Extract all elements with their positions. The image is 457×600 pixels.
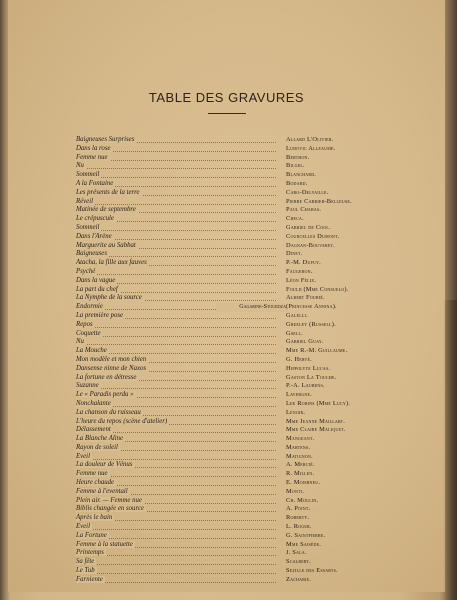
list-item <box>76 277 416 286</box>
list-item <box>76 374 416 383</box>
leader-dots <box>78 567 276 574</box>
engraving-title: Eveil <box>76 523 90 531</box>
list-item <box>76 541 416 550</box>
artist-name: Lenoir. <box>286 408 306 416</box>
engraving-title: Suzanne <box>76 382 99 390</box>
list-item <box>76 338 416 347</box>
list-item <box>76 330 416 339</box>
artist-name: Paul Chabas. <box>286 206 322 214</box>
engraving-title: Nu <box>76 162 84 170</box>
list-item <box>76 453 416 462</box>
artist-name: Lee Robins (Mme Lucy). <box>286 399 351 407</box>
artist-name: Bodard. <box>286 179 308 187</box>
artist-surname: Gagarine-Stourdza <box>216 303 286 312</box>
artist-name: E. Moisbneu. <box>286 479 321 487</box>
list-item <box>76 347 416 356</box>
artist-name: (Princesse Annina). <box>286 303 337 311</box>
list-item <box>76 321 416 330</box>
list-item <box>76 532 416 541</box>
list-item <box>76 523 416 532</box>
artist-name: Monti. <box>286 487 305 495</box>
artist-name: Gabriel Guay. <box>286 338 324 346</box>
artist-name: Gsell. <box>286 329 303 337</box>
engraving-title: Sommeil <box>76 171 100 179</box>
book-page <box>8 0 445 592</box>
artist-name: Dinet. <box>286 250 303 258</box>
list-item <box>76 224 416 233</box>
engraving-title: Femme à la statuette <box>76 540 133 548</box>
list-item <box>76 497 416 506</box>
engraving-title: Sommeil <box>76 223 100 231</box>
leader-dots <box>78 549 276 556</box>
engraving-title: A la Fontaine <box>76 179 114 187</box>
leader-dots <box>78 330 276 337</box>
engraving-title: Farniente <box>76 575 103 583</box>
title-underline <box>208 113 246 114</box>
engraving-title: La chanson du ruisseau <box>76 408 141 416</box>
list-item <box>76 242 416 251</box>
artist-name: J. Sala. <box>286 549 307 557</box>
list-item <box>76 461 416 470</box>
artist-name: A. Mercié. <box>286 461 315 469</box>
artist-name: P.-M. Dupuy. <box>286 259 321 267</box>
engraving-title: Les présents de la terre <box>76 188 140 196</box>
artist-name: Léon Félix. <box>286 276 317 284</box>
artist-name: Zacharie. <box>286 575 312 583</box>
list-item <box>76 356 416 365</box>
list-item <box>76 303 416 312</box>
artist-name: Roberty. <box>286 514 310 522</box>
artist-name: Pierre Carrier-Belleuse. <box>286 197 352 205</box>
list-item <box>76 286 416 295</box>
list-item <box>76 215 416 224</box>
engraving-title: Coquette <box>76 329 101 337</box>
list-item <box>76 180 416 189</box>
engraving-title: Le crépuscule <box>76 215 114 223</box>
engraving-title: Femme nue <box>76 153 108 161</box>
engraving-title: Le Tub <box>76 567 95 575</box>
leader-dots <box>78 453 276 460</box>
list-item <box>76 268 416 277</box>
engraving-title: Délassement <box>76 426 111 434</box>
artist-name: Sezille des Essarts. <box>286 567 338 575</box>
artist-name: Ch. Moulin. <box>286 496 319 504</box>
list-item <box>76 171 416 180</box>
leader-dots <box>78 171 276 178</box>
list-item <box>76 294 416 303</box>
list-item <box>76 259 416 268</box>
artist-name: G. Hervé. <box>286 355 312 363</box>
engraving-title: La Blanche Aline <box>76 435 124 443</box>
leader-dots <box>78 268 276 275</box>
artist-name: G. Saintpierre. <box>286 531 326 539</box>
engraving-title: Baigneuses <box>76 250 107 258</box>
engraving-title: Femme à l'eventail <box>76 487 128 495</box>
engraving-title: Rayon de soleil <box>76 443 118 451</box>
leader-dots <box>78 558 276 565</box>
artist-name: Dagnan-Bouveret. <box>286 241 335 249</box>
list-item <box>76 409 416 418</box>
artist-name: Matignon. <box>286 452 313 460</box>
engraving-title: La Fortune <box>76 531 107 539</box>
engraving-title: Printemps <box>76 549 104 557</box>
artist-name: L. Roger. <box>286 523 312 531</box>
list-item <box>76 233 416 242</box>
artist-name: Courcelles Dumont. <box>286 232 340 240</box>
engraving-title: Après le bain <box>76 514 113 522</box>
engraving-title: La douleur de Vénus <box>76 461 133 469</box>
artist-name: Blanchard. <box>286 171 317 179</box>
artist-name: Galelli. <box>286 311 308 319</box>
engraving-title: Biblis changée en source <box>76 505 144 513</box>
artist-name: Mangeant. <box>286 435 315 443</box>
engraving-title: Baigneuses Surprises <box>76 136 135 143</box>
engraving-title: La fortune en détresse <box>76 373 137 381</box>
list-item <box>76 444 416 453</box>
artist-name: Berthon. <box>286 153 310 161</box>
leader-dots <box>78 321 276 328</box>
list-item <box>76 365 416 374</box>
engraving-title: Le « Paradis perdu » <box>76 391 134 399</box>
engraving-title: Nu <box>76 338 84 346</box>
engraving-title: La première pose <box>76 311 124 319</box>
artist-name: Mme Jeanne Maillart. <box>286 417 346 425</box>
engraving-title: Sa fête <box>76 558 95 566</box>
artist-name: Albert Fourié. <box>286 294 325 302</box>
artist-name: Gaston La Touche. <box>286 373 337 381</box>
artist-name: R. Millen. <box>286 470 315 478</box>
engraving-title: Repos <box>76 320 93 328</box>
list-item <box>76 426 416 435</box>
list-item <box>76 488 416 497</box>
artist-name: Greeley (Russell). <box>286 320 336 328</box>
list-item <box>76 391 416 400</box>
list-item <box>76 250 416 259</box>
list-item <box>76 505 416 514</box>
list-item <box>76 576 416 585</box>
list-item <box>76 145 416 154</box>
engraving-title: Femme nue <box>76 470 108 478</box>
artist-name: Faugeron. <box>286 267 313 275</box>
page-title: TABLE DES GRAVURES <box>148 90 305 105</box>
engraving-title: La Mouche <box>76 347 107 355</box>
artist-name: Lavergne. <box>286 391 312 399</box>
artist-name: Fould (Mme Consuelo). <box>286 285 349 293</box>
leader-dots <box>78 338 276 345</box>
artist-name: Caro-Delvaille. <box>286 188 329 196</box>
list-item <box>76 162 416 171</box>
engraving-title: Dans la rose <box>76 144 111 152</box>
page-edge-shadow <box>443 300 457 600</box>
engraving-title: Dans la vague <box>76 276 116 284</box>
artist-name: A. Point. <box>286 505 311 513</box>
list-item <box>76 206 416 215</box>
engraving-title: Endormie <box>76 303 103 311</box>
list-item <box>76 435 416 444</box>
engraving-title: Psyché <box>76 267 96 275</box>
list-item <box>76 470 416 479</box>
engraving-title: Dans l'Arène <box>76 232 112 240</box>
list-item <box>76 312 416 321</box>
artist-name: Allard L'Olivier. <box>286 136 334 143</box>
artist-name: Gabriel de Cool. <box>286 223 331 231</box>
list-item <box>76 189 416 198</box>
list-item <box>76 198 416 207</box>
list-item <box>76 549 416 558</box>
artist-name: Mme R.-M. Guillaume. <box>286 347 348 355</box>
engraving-title: Nonchalante <box>76 399 111 407</box>
artist-name: Checa. <box>286 215 304 223</box>
list-item <box>76 382 416 391</box>
engravings-list <box>76 136 416 585</box>
engraving-title: Marguerite au Sabbat <box>76 241 136 249</box>
leader-dots <box>78 198 276 205</box>
list-item <box>76 567 416 576</box>
leader-dots <box>78 382 276 389</box>
leader-dots <box>78 523 276 530</box>
list-item <box>76 418 416 427</box>
list-item <box>76 136 416 145</box>
engraving-title: L'heure du repos (scène d'atelier) <box>76 417 168 425</box>
artist-name: Ludovic Alleaume. <box>286 144 336 152</box>
engraving-title: Plein air. — Femme nue <box>76 496 142 504</box>
engraving-title: Heure chaude <box>76 479 115 487</box>
list-item <box>76 514 416 523</box>
artist-name: P.-A. Laurens. <box>286 382 325 390</box>
list-item <box>76 479 416 488</box>
artist-name: Mme Saisède. <box>286 540 322 548</box>
engraving-title: Atacha, la fille aux fauves <box>76 259 147 267</box>
engraving-title: Mon modèle et mon chien <box>76 355 147 363</box>
artist-name: Martens. <box>286 443 311 451</box>
engraving-title: Matinée de septembre <box>76 206 136 214</box>
engraving-title: La part du chef <box>76 285 118 293</box>
list-item <box>76 400 416 409</box>
leader-dots <box>78 576 276 583</box>
engraving-title: Dansense ninne de Naxos <box>76 364 147 372</box>
artist-name: Bilgel. <box>286 162 305 170</box>
leader-dots <box>78 224 276 231</box>
engraving-title: Eveil <box>76 452 90 460</box>
artist-name: Mme Claire Maliquet. <box>286 426 346 434</box>
leader-dots <box>78 162 276 169</box>
list-item <box>76 154 416 163</box>
engraving-title: La Nymphe de la source <box>76 294 142 302</box>
artist-name: Scalbert. <box>286 558 311 566</box>
artist-name: Hippolyte Lucas. <box>286 364 331 372</box>
engraving-title: Réveil <box>76 197 93 205</box>
list-item <box>76 558 416 567</box>
